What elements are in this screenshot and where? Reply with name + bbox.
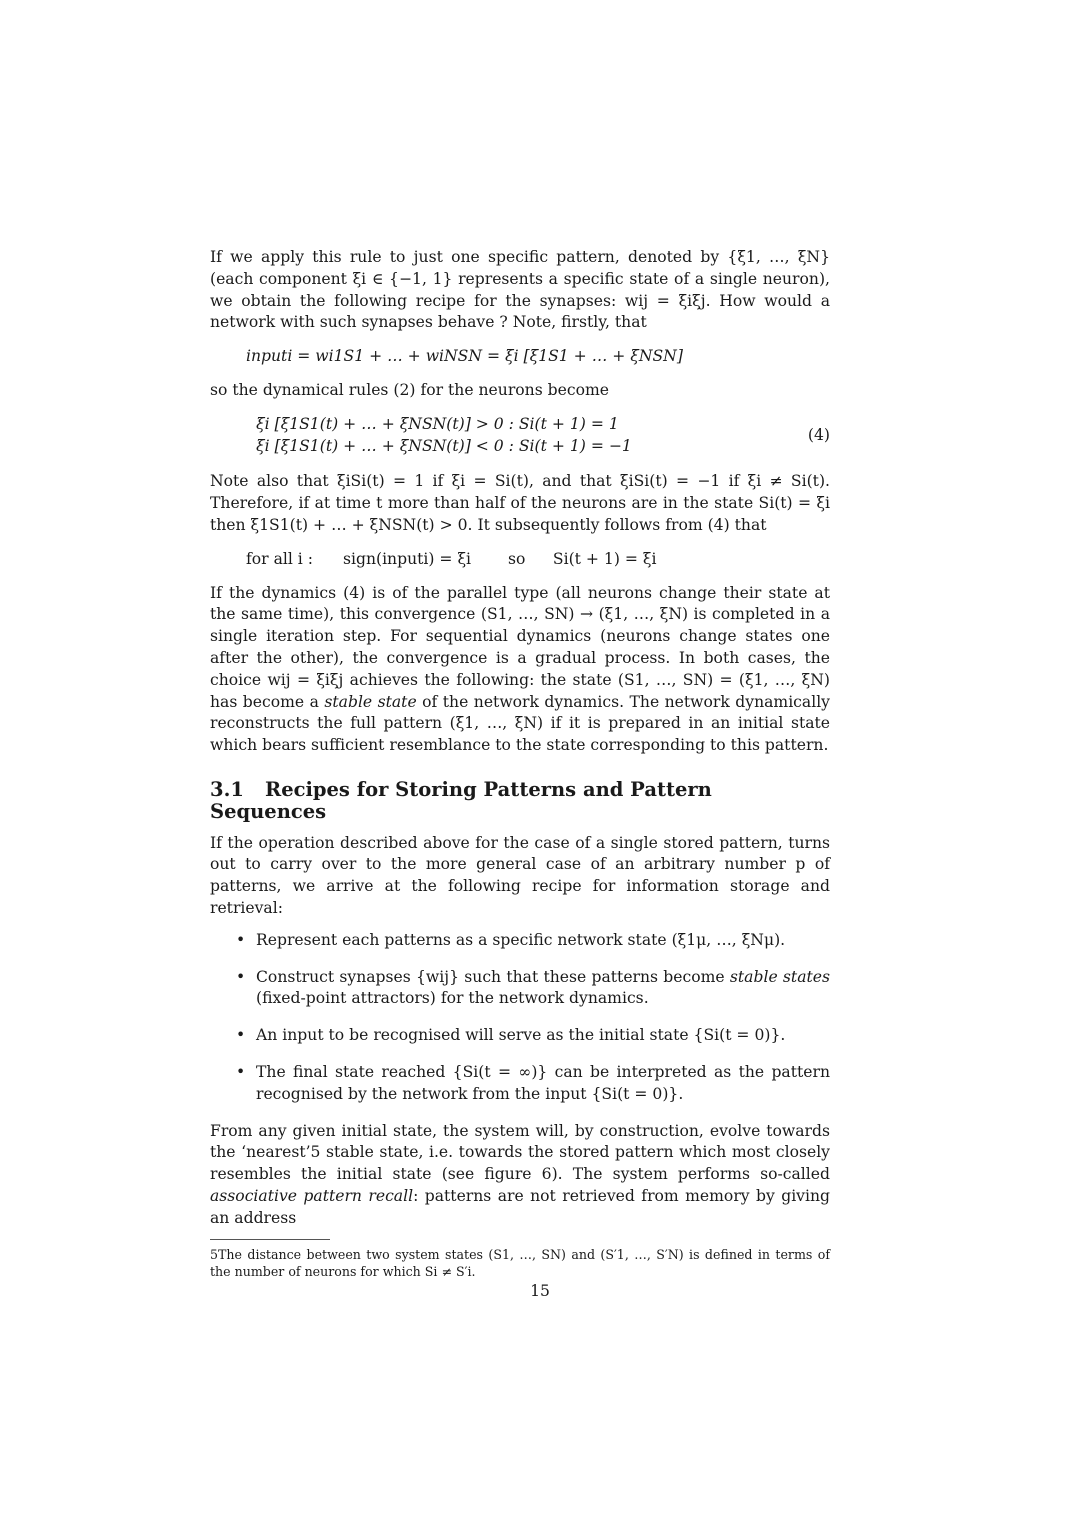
paragraph-associative-recall: From any given initial state, the system will, by construction, evolve towards the ‘nearest’5 stable state, i.e. towards the stored pattern which most closely resembles the initial state (see figure 6). The system performs so-called associative pattern recall: patterns are not retrieved from memory by giving an address — [210, 1121, 831, 1227]
equation-4 — [256, 414, 830, 458]
paragraph-pattern-rule: If we apply this rule to just one specific pattern, denoted by {ξ1, …, ξN} (each component ξi ∈ {−1, 1} represents a specific state of a single neuron), we obtain the following recipe for the synapses: wij = ξiξj. How would a network with such synapses behave ? Note, firstly, that — [210, 248, 830, 332]
equation-4-line-1: ξi [ξ1S1(t) + … + ξNSN(t)] > 0 : Si(t + 1) = 1 — [256, 414, 619, 433]
associative-recall-emphasis: associative pattern recall — [210, 1186, 414, 1205]
equation-4-line-2: ξi [ξ1S1(t) + … + ξNSN(t)] < 0 : Si(t + 1) = −1 — [256, 436, 632, 455]
equation-sign-so: so — [507, 549, 526, 568]
equation-sign-forall: for all i : — [246, 549, 313, 568]
list-item: • Construct synapses {wij} such that these patterns become stable states (fixed-point attractors) for the network dynamics. — [256, 967, 830, 1011]
list-item: • An input to be recognised will serve as the initial state {Si(t = 0)}. — [256, 1025, 830, 1047]
equation-sign-result: Si(t + 1) = ξi — [552, 549, 657, 568]
section-number: 3.1 — [210, 777, 244, 801]
equation-sign — [246, 549, 830, 571]
equation-sign-input: sign(inputi) = ξi — [342, 549, 472, 568]
equation-input: inputi = wi1S1 + … + wiNSN = ξi [ξ1S1 + … + ξNSN] — [246, 347, 683, 366]
paragraph-note: Note also that ξiSi(t) = 1 if ξi = Si(t), and that ξiSi(t) = −1 if ξi ≠ Si(t). Therefore, if at time t more than half of the neurons are in the state Si(t) = ξi then ξ1S1(t) + … + ξNSN(t) > 0. It subsequently follows from (4) that — [210, 472, 830, 534]
paragraph-dynamical-rules: so the dynamical rules (2) for the neurons become — [210, 380, 610, 399]
stable-states-emphasis: stable states — [729, 967, 830, 986]
paragraph-convergence: If the dynamics (4) is of the parallel type (all neurons change their state at the same time), this convergence (S1, …, SN) → (ξ1, …, ξN) is completed in a single iteration step. For sequential dynamics (neurons change states one after the other), the convergence is a gradual process. In both cases, the choice wij = ξiξj achieves the following: the state (S1, …, SN) = (ξ1, …, ξN) has become a stable state of the network dynamics. The network dynamically reconstructs the full pattern (ξ1, …, ξN) if it is prepared in an initial state which bears sufficient resemblance to the state corresponding to this pattern. — [210, 583, 830, 755]
equation-number: (4) — [807, 425, 830, 444]
footnote: 5The distance between two system states (S1, …, SN) and (S′1, …, S′N) is defined in terms of the number of neurons for which Si ≠ S′i. — [210, 1247, 830, 1280]
stable-state-emphasis: stable state — [324, 692, 417, 711]
page-number: 15 — [530, 1282, 550, 1300]
section-heading — [210, 779, 830, 823]
paragraph-section-intro: If the operation described above for the case of a single stored pattern, turns out to carry over to the more general case of an arbitrary number p of patterns, we arrive at the following recipe for information storage and retrieval: — [210, 833, 830, 917]
footnote-divider — [210, 1239, 330, 1240]
recipe-list — [210, 930, 830, 1106]
page-content — [210, 247, 830, 1280]
list-item: • The final state reached {Si(t = ∞)} can be interpreted as the pattern recognised by the network from the input {Si(t = 0)}. — [256, 1062, 830, 1106]
section-title: Recipes for Storing Patterns and Pattern Sequences — [210, 777, 712, 823]
list-item: • Represent each patterns as a specific network state (ξ1μ, …, ξNμ). — [256, 930, 830, 952]
